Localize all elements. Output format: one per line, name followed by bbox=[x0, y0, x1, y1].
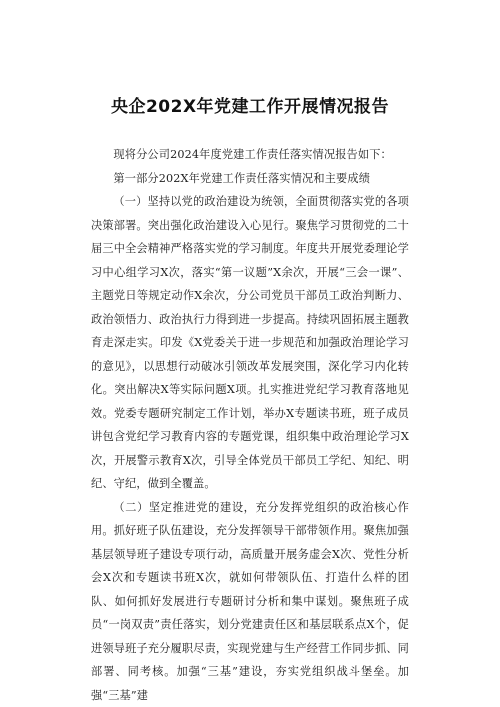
intro-paragraph: 现将分公司2024年度党建工作责任落实情况报告如下： bbox=[113, 148, 392, 161]
document-title: 央企202X年党建工作开展情况报告 bbox=[110, 97, 390, 117]
section-heading: 第一部分202X年党建工作责任落实情况和主要成绩 bbox=[113, 171, 371, 185]
document-body bbox=[91, 143, 409, 707]
body-paragraph-2: （二）坚定推进党的建设，充分发挥党组织的政治核心作用。抓好班子队伍建设，充分发挥领导干部带领作用。聚焦加强基层领导班子建设专项行动，高质量开展务虚会X次、党性分析会X次和专题读书班X次，就如何带领队伍、打造什么样的团队、如何抓好发展进行专题研讨分析和集中谋划。聚焦班子成员“一岗双责”责任落实，划分党建责任区和基层联系点X个，促进领导班子充分履职尽责，实现党建与生产经营工作同步抓、同部署、同考核。加强“三基”建设，夯实党组织战斗堡垒。加强“三基”建 bbox=[91, 500, 409, 702]
body-paragraph-1: （一）坚持以党的政治建设为统领，全面贯彻落实党的各项决策部署。突出强化政治建设入心见行。聚焦学习贯彻党的二十届三中全会精神严格落实党的学习制度。年度共开展党委理论学习中心组学习X次，落实“第一议题”X余次，开展“三会一课”、主题党日等规定动作X余次，分公司党员干部员工政治判断力、政治领悟力、政治执行力得到进一步提高。持续巩固拓展主题教育走深走实。印发《X党委关于进一步规范和加强政治理论学习的意见》，以思想行动破冰引领改革发展突围，深化学习内化转化。突出解决X等实际问题X项。扎实推进党纪学习教育落地见效。党委专题研究制定工作计划，举办X专题读书班，班子成员讲包含党纪学习教育内容的专题党课，组织集中政治理论学习X次，开展警示教育X次，引导全体党员干部员工学纪、知纪、明纪、守纪，做到全覆盖。 bbox=[91, 195, 409, 490]
